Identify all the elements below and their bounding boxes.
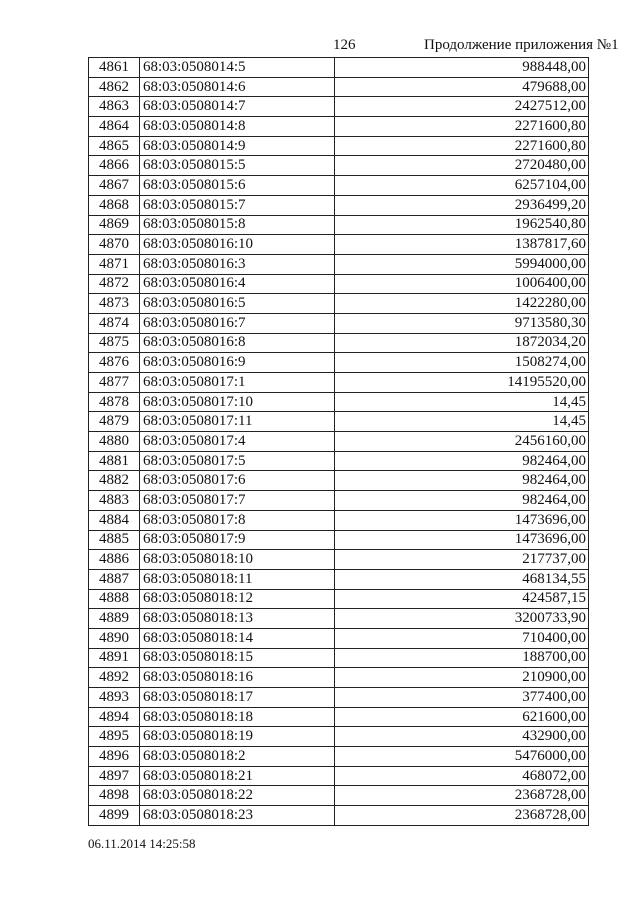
row-number-cell: 4870 bbox=[89, 235, 140, 255]
table-row bbox=[89, 688, 589, 708]
cadastral-number-cell: 68:03:0508018:11 bbox=[140, 569, 335, 589]
cadastral-number-cell: 68:03:0508017:6 bbox=[140, 471, 335, 491]
value-cell: 1508274,00 bbox=[335, 353, 589, 373]
table-row bbox=[89, 727, 589, 747]
table-row bbox=[89, 432, 589, 452]
value-cell: 468072,00 bbox=[335, 766, 589, 786]
table-row bbox=[89, 392, 589, 412]
cadastral-number-cell: 68:03:0508017:4 bbox=[140, 432, 335, 452]
table-row bbox=[89, 235, 589, 255]
row-number-cell: 4872 bbox=[89, 274, 140, 294]
table-row bbox=[89, 58, 589, 78]
table-row bbox=[89, 550, 589, 570]
table-row bbox=[89, 806, 589, 826]
value-cell: 210900,00 bbox=[335, 668, 589, 688]
table-row bbox=[89, 491, 589, 511]
row-number-cell: 4867 bbox=[89, 176, 140, 196]
cadastral-number-cell: 68:03:0508017:1 bbox=[140, 373, 335, 393]
value-cell: 14,45 bbox=[335, 392, 589, 412]
table-row bbox=[89, 451, 589, 471]
cadastral-number-cell: 68:03:0508017:9 bbox=[140, 530, 335, 550]
table-row bbox=[89, 117, 589, 137]
value-cell: 432900,00 bbox=[335, 727, 589, 747]
table-row bbox=[89, 766, 589, 786]
row-number-cell: 4874 bbox=[89, 313, 140, 333]
row-number-cell: 4864 bbox=[89, 117, 140, 137]
row-number-cell: 4871 bbox=[89, 254, 140, 274]
table-row bbox=[89, 412, 589, 432]
cadastral-number-cell: 68:03:0508015:7 bbox=[140, 195, 335, 215]
cadastral-number-cell: 68:03:0508016:3 bbox=[140, 254, 335, 274]
row-number-cell: 4888 bbox=[89, 589, 140, 609]
value-cell: 6257104,00 bbox=[335, 176, 589, 196]
table-row bbox=[89, 530, 589, 550]
table-row bbox=[89, 313, 589, 333]
row-number-cell: 4869 bbox=[89, 215, 140, 235]
row-number-cell: 4894 bbox=[89, 707, 140, 727]
cadastral-number-cell: 68:03:0508017:5 bbox=[140, 451, 335, 471]
value-cell: 2271600,80 bbox=[335, 117, 589, 137]
cadastral-number-cell: 68:03:0508018:13 bbox=[140, 609, 335, 629]
value-cell: 188700,00 bbox=[335, 648, 589, 668]
cadastral-number-cell: 68:03:0508014:9 bbox=[140, 136, 335, 156]
value-cell: 2368728,00 bbox=[335, 806, 589, 826]
cadastral-number-cell: 68:03:0508015:6 bbox=[140, 176, 335, 196]
cadastral-number-cell: 68:03:0508016:8 bbox=[140, 333, 335, 353]
value-cell: 424587,15 bbox=[335, 589, 589, 609]
table-row bbox=[89, 294, 589, 314]
value-cell: 2427512,00 bbox=[335, 97, 589, 117]
cadastral-number-cell: 68:03:0508018:10 bbox=[140, 550, 335, 570]
value-cell: 2720480,00 bbox=[335, 156, 589, 176]
table-row bbox=[89, 707, 589, 727]
value-cell: 2271600,80 bbox=[335, 136, 589, 156]
row-number-cell: 4892 bbox=[89, 668, 140, 688]
cadastral-number-cell: 68:03:0508018:21 bbox=[140, 766, 335, 786]
value-cell: 3200733,90 bbox=[335, 609, 589, 629]
cadastral-number-cell: 68:03:0508018:17 bbox=[140, 688, 335, 708]
row-number-cell: 4875 bbox=[89, 333, 140, 353]
row-number-cell: 4895 bbox=[89, 727, 140, 747]
row-number-cell: 4878 bbox=[89, 392, 140, 412]
row-number-cell: 4863 bbox=[89, 97, 140, 117]
value-cell: 621600,00 bbox=[335, 707, 589, 727]
table-row bbox=[89, 668, 589, 688]
value-cell: 377400,00 bbox=[335, 688, 589, 708]
page-title: Продолжение приложения №1 bbox=[424, 37, 619, 53]
table-row bbox=[89, 628, 589, 648]
value-cell: 5994000,00 bbox=[335, 254, 589, 274]
cadastral-number-cell: 68:03:0508018:15 bbox=[140, 648, 335, 668]
cadastral-number-cell: 68:03:0508018:14 bbox=[140, 628, 335, 648]
table-row bbox=[89, 274, 589, 294]
row-number-cell: 4866 bbox=[89, 156, 140, 176]
row-number-cell: 4861 bbox=[89, 58, 140, 78]
row-number-cell: 4899 bbox=[89, 806, 140, 826]
value-cell: 2936499,20 bbox=[335, 195, 589, 215]
table-row bbox=[89, 747, 589, 767]
cadastral-number-cell: 68:03:0508018:18 bbox=[140, 707, 335, 727]
cadastral-number-cell: 68:03:0508016:5 bbox=[140, 294, 335, 314]
value-cell: 1422280,00 bbox=[335, 294, 589, 314]
row-number-cell: 4891 bbox=[89, 648, 140, 668]
row-number-cell: 4884 bbox=[89, 510, 140, 530]
appendix-table bbox=[88, 57, 589, 826]
table-row bbox=[89, 195, 589, 215]
value-cell: 982464,00 bbox=[335, 491, 589, 511]
row-number-cell: 4873 bbox=[89, 294, 140, 314]
cadastral-number-cell: 68:03:0508014:8 bbox=[140, 117, 335, 137]
cadastral-number-cell: 68:03:0508018:16 bbox=[140, 668, 335, 688]
cadastral-number-cell: 68:03:0508016:9 bbox=[140, 353, 335, 373]
table-row bbox=[89, 510, 589, 530]
value-cell: 14,45 bbox=[335, 412, 589, 432]
row-number-cell: 4896 bbox=[89, 747, 140, 767]
value-cell: 988448,00 bbox=[335, 58, 589, 78]
value-cell: 217737,00 bbox=[335, 550, 589, 570]
table-row bbox=[89, 97, 589, 117]
table-row bbox=[89, 373, 589, 393]
row-number-cell: 4883 bbox=[89, 491, 140, 511]
table-row bbox=[89, 136, 589, 156]
table-body bbox=[89, 58, 589, 826]
row-number-cell: 4898 bbox=[89, 786, 140, 806]
cadastral-number-cell: 68:03:0508017:8 bbox=[140, 510, 335, 530]
value-cell: 1872034,20 bbox=[335, 333, 589, 353]
cadastral-number-cell: 68:03:0508018:22 bbox=[140, 786, 335, 806]
cadastral-number-cell: 68:03:0508017:10 bbox=[140, 392, 335, 412]
cadastral-number-cell: 68:03:0508015:8 bbox=[140, 215, 335, 235]
cadastral-number-cell: 68:03:0508018:23 bbox=[140, 806, 335, 826]
table-row bbox=[89, 156, 589, 176]
cadastral-number-cell: 68:03:0508014:6 bbox=[140, 77, 335, 97]
row-number-cell: 4880 bbox=[89, 432, 140, 452]
row-number-cell: 4890 bbox=[89, 628, 140, 648]
row-number-cell: 4868 bbox=[89, 195, 140, 215]
value-cell: 1006400,00 bbox=[335, 274, 589, 294]
cadastral-number-cell: 68:03:0508017:7 bbox=[140, 491, 335, 511]
row-number-cell: 4885 bbox=[89, 530, 140, 550]
cadastral-number-cell: 68:03:0508017:11 bbox=[140, 412, 335, 432]
cadastral-number-cell: 68:03:0508016:10 bbox=[140, 235, 335, 255]
row-number-cell: 4876 bbox=[89, 353, 140, 373]
cadastral-number-cell: 68:03:0508018:12 bbox=[140, 589, 335, 609]
table-row bbox=[89, 176, 589, 196]
value-cell: 2456160,00 bbox=[335, 432, 589, 452]
row-number-cell: 4862 bbox=[89, 77, 140, 97]
table-row bbox=[89, 215, 589, 235]
row-number-cell: 4879 bbox=[89, 412, 140, 432]
row-number-cell: 4882 bbox=[89, 471, 140, 491]
value-cell: 9713580,30 bbox=[335, 313, 589, 333]
value-cell: 982464,00 bbox=[335, 451, 589, 471]
row-number-cell: 4865 bbox=[89, 136, 140, 156]
value-cell: 468134,55 bbox=[335, 569, 589, 589]
cadastral-number-cell: 68:03:0508015:5 bbox=[140, 156, 335, 176]
cadastral-number-cell: 68:03:0508018:2 bbox=[140, 747, 335, 767]
row-number-cell: 4897 bbox=[89, 766, 140, 786]
cadastral-number-cell: 68:03:0508014:5 bbox=[140, 58, 335, 78]
row-number-cell: 4893 bbox=[89, 688, 140, 708]
table-row bbox=[89, 77, 589, 97]
table-row bbox=[89, 648, 589, 668]
value-cell: 982464,00 bbox=[335, 471, 589, 491]
cadastral-number-cell: 68:03:0508016:7 bbox=[140, 313, 335, 333]
row-number-cell: 4877 bbox=[89, 373, 140, 393]
cadastral-number-cell: 68:03:0508016:4 bbox=[140, 274, 335, 294]
table-row bbox=[89, 569, 589, 589]
row-number-cell: 4887 bbox=[89, 569, 140, 589]
row-number-cell: 4886 bbox=[89, 550, 140, 570]
table-row bbox=[89, 589, 589, 609]
table-row bbox=[89, 471, 589, 491]
value-cell: 710400,00 bbox=[335, 628, 589, 648]
value-cell: 1473696,00 bbox=[335, 530, 589, 550]
row-number-cell: 4881 bbox=[89, 451, 140, 471]
table-row bbox=[89, 609, 589, 629]
table-row bbox=[89, 333, 589, 353]
cadastral-number-cell: 68:03:0508014:7 bbox=[140, 97, 335, 117]
row-number-cell: 4889 bbox=[89, 609, 140, 629]
table-row bbox=[89, 353, 589, 373]
value-cell: 1387817,60 bbox=[335, 235, 589, 255]
value-cell: 479688,00 bbox=[335, 77, 589, 97]
value-cell: 1962540,80 bbox=[335, 215, 589, 235]
value-cell: 14195520,00 bbox=[335, 373, 589, 393]
cadastral-number-cell: 68:03:0508018:19 bbox=[140, 727, 335, 747]
table-row bbox=[89, 254, 589, 274]
footer-timestamp: 06.11.2014 14:25:58 bbox=[88, 836, 196, 851]
value-cell: 5476000,00 bbox=[335, 747, 589, 767]
page-number: 126 bbox=[333, 37, 356, 53]
value-cell: 2368728,00 bbox=[335, 786, 589, 806]
value-cell: 1473696,00 bbox=[335, 510, 589, 530]
table-row bbox=[89, 786, 589, 806]
